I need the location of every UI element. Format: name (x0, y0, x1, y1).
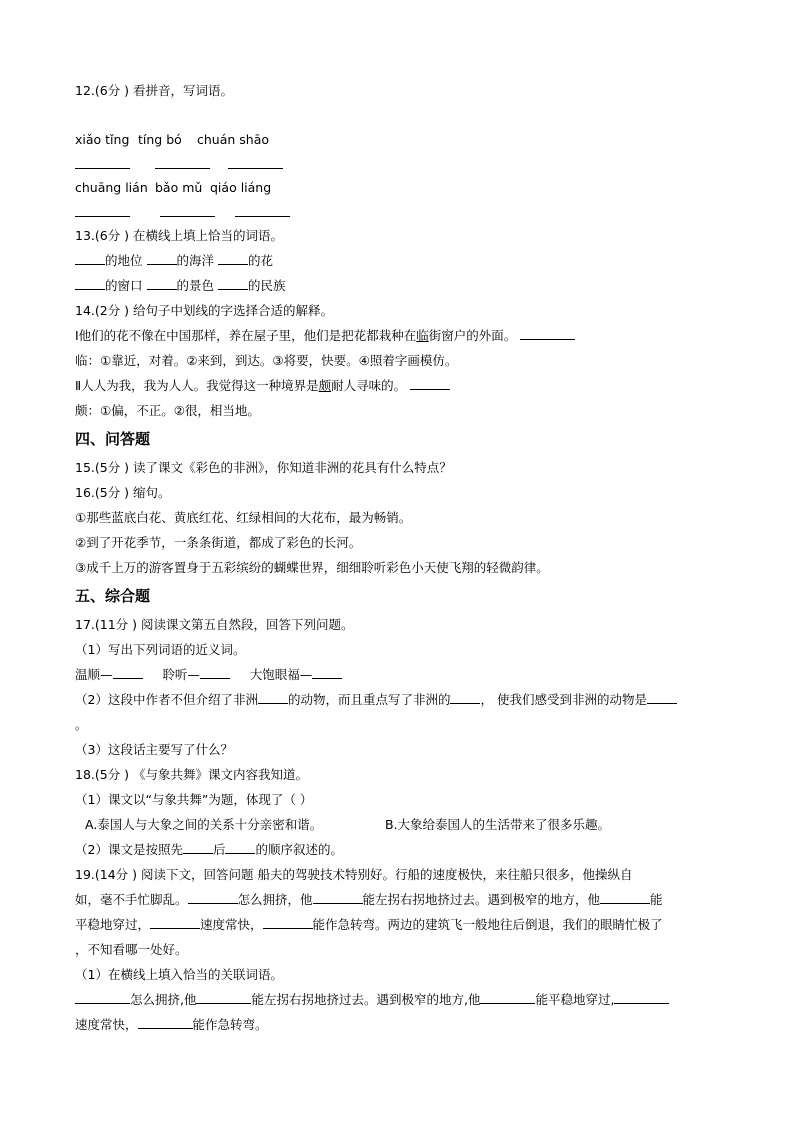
q12-pinyin-row-2 (75, 175, 725, 199)
pinyin: xiǎo tǐng (75, 132, 130, 147)
q19-line-6 (75, 1012, 725, 1037)
word: 大饱眼福— (249, 667, 313, 682)
q18-title: 18.(5分 ) 《与象共舞》课文内容我知道。 (75, 767, 309, 782)
text: 能左拐右拐地挤过去。遇到极窄的地方,他 (251, 992, 481, 1007)
word: 温顺— (75, 667, 113, 682)
q19-line-4: ，不知看哪一处好。 (75, 942, 188, 957)
answer-blank[interactable] (312, 664, 342, 679)
text: （2）这段中作者不但介绍了非洲 (75, 692, 258, 707)
underlined-char: 颇 (318, 378, 332, 393)
word: 的景色 (176, 278, 215, 293)
q13-row-1 (75, 248, 725, 273)
answer-blank[interactable] (155, 154, 210, 169)
q18-part-1: （1）课文以“与象共舞”为题，体现了（ ） (75, 792, 313, 807)
answer-blank[interactable] (450, 689, 480, 704)
answer-blank[interactable] (200, 664, 230, 679)
answer-blank[interactable] (600, 889, 650, 904)
q16-item: ②到了开花季节，一条条街道，都成了彩色的长河。 (75, 535, 362, 550)
text: 如，毫不手忙脚乱。 (75, 892, 188, 907)
q12-blank-row-2 (75, 199, 725, 223)
q14-sentence-1 (75, 323, 725, 348)
text: 能作急转弯。两边的建筑飞一般地往后倒退，我们的眼睛忙极了 (312, 917, 663, 932)
q17-part-1: （1）写出下列词语的近义词。 (75, 642, 246, 657)
q17-synonyms (75, 662, 725, 687)
section-heading-4: 四、问答题 (75, 430, 151, 448)
answer-blank[interactable] (75, 202, 130, 217)
pinyin: bǎo mǔ (155, 180, 203, 195)
text: 后 (212, 842, 226, 857)
answer-blank[interactable] (160, 202, 215, 217)
text: 怎么拥挤,他 (130, 992, 197, 1007)
q16-item: ①那些蓝底白花、黄底红花、红绿相间的大花布，最为畅销。 (75, 510, 412, 525)
q12-blank-row-1 (75, 151, 725, 175)
q13-title: 13.(6分 ) 在横线上填上恰当的词语。 (75, 228, 284, 243)
q17-part-3: （3）这段话主要写了什么？ (75, 742, 233, 757)
section-heading-5: 五、综合题 (75, 587, 151, 605)
answer-blank[interactable] (75, 154, 130, 169)
answer-blank[interactable] (313, 889, 363, 904)
answer-blank[interactable] (150, 914, 200, 929)
word: 的民族 (248, 278, 286, 293)
q17-title: 17.(11分 ) 阅读课文第五自然段，回答下列问题。 (75, 617, 354, 632)
text: 怎么拥挤，他 (237, 892, 313, 907)
underlined-char: 临 (416, 328, 429, 343)
word: 的花 (248, 253, 274, 268)
q18-part-2 (75, 837, 725, 862)
answer-blank[interactable] (520, 325, 575, 340)
q14-sentence-2 (75, 373, 725, 398)
option-a[interactable]: A.泰国人与大象之间的关系十分亲密和谐。 (85, 817, 323, 832)
text: Ⅰ他们的花不像在中国那样，养在屋子里，他们是把花都栽种在 (75, 328, 417, 343)
word: 聆听— (162, 667, 200, 682)
text: ， 使我们感受到非洲的动物是 (480, 692, 647, 707)
q17-part-2-end: 。 (75, 717, 88, 732)
q18-options (75, 812, 725, 837)
q19-line-5 (75, 987, 725, 1012)
answer-blank[interactable] (113, 664, 143, 679)
option-b[interactable]: B.大象给泰国人的生活带来了很多乐趣。 (385, 817, 611, 832)
text: 平稳地穿过， (75, 917, 151, 932)
pinyin: qiáo liáng (210, 180, 272, 195)
q16-title: 16.(5分 ) 缩句。 (75, 485, 171, 500)
word: 的窗口 (105, 278, 143, 293)
q12-pinyin-row-1 (75, 127, 725, 151)
text: 能 (650, 892, 663, 907)
document-page (75, 78, 725, 1037)
answer-blank[interactable] (218, 250, 248, 265)
answer-blank[interactable] (647, 689, 677, 704)
q19-line-1: 19.(14分 ) 阅读下文，回答问题 船夫的驾驶技术特别好。行船的速度极快，来往船只很多，他操纵自 (75, 867, 633, 882)
answer-blank[interactable] (75, 250, 105, 265)
q14-options-1: 临：①靠近，对着。②来到，到达。③将要，快要。④照着字画模仿。 (75, 353, 458, 368)
q16-item: ③成千上万的游客置身于五彩缤纷的蝴蝶世界，细细聆听彩色小天使飞翔的轻微韵律。 (75, 560, 549, 575)
word: 的海洋 (176, 253, 215, 268)
answer-blank[interactable] (147, 250, 177, 265)
pinyin: chuán shāo (197, 132, 270, 147)
text: 速度常快， (200, 917, 263, 932)
text: 速度常快， (75, 1017, 138, 1032)
text: 能左拐右拐地挤过去。遇到极窄的地方，他 (362, 892, 601, 907)
answer-blank[interactable] (196, 989, 251, 1004)
text: （2）课文是按照先 (75, 842, 183, 857)
text: 街窗户的外面。 (428, 328, 517, 343)
answer-blank[interactable] (263, 914, 313, 929)
q12-title: 12.(6分 ) 看拼音，写词语。 (75, 83, 234, 98)
q19-line-3 (75, 912, 725, 937)
answer-blank[interactable] (410, 375, 450, 390)
answer-blank[interactable] (235, 202, 290, 217)
text: 耐人寻味的。 (331, 378, 407, 393)
answer-blank[interactable] (480, 989, 535, 1004)
q14-title: 14.(2分 ) 给句子中划线的字选择合适的解释。 (75, 303, 334, 318)
answer-blank[interactable] (147, 275, 177, 290)
answer-blank[interactable] (75, 989, 130, 1004)
pinyin: tíng bó (138, 132, 182, 147)
answer-blank[interactable] (614, 989, 669, 1004)
answer-blank[interactable] (258, 689, 288, 704)
q19-part-1: （1）在横线上填入恰当的关联词语。 (75, 967, 283, 982)
q19-line-2 (75, 887, 725, 912)
q17-part-2 (75, 687, 725, 712)
answer-blank[interactable] (228, 154, 283, 169)
text: 能平稳地穿过, (535, 992, 615, 1007)
answer-blank[interactable] (183, 839, 213, 854)
answer-blank[interactable] (188, 889, 238, 904)
text: 的动物，而且重点写了非洲的 (287, 692, 451, 707)
answer-blank[interactable] (75, 275, 105, 290)
q15: 15.(5分 ) 读了课文《彩色的非洲》，你知道非洲的花具有什么特点？ (75, 460, 452, 475)
pinyin: chuāng lián (75, 180, 148, 195)
answer-blank[interactable] (138, 1014, 193, 1029)
answer-blank[interactable] (218, 275, 248, 290)
text: Ⅱ人人为我，我为人人。我觉得这一种境界是 (75, 378, 319, 393)
q14-options-2: 颇：①偏，不正。②很，相当地。 (75, 403, 260, 418)
q13-row-2 (75, 273, 725, 298)
text: 能作急转弯。 (192, 1017, 268, 1032)
answer-blank[interactable] (225, 839, 255, 854)
word: 的地位 (105, 253, 143, 268)
text: 的顺序叙述的。 (255, 842, 343, 857)
